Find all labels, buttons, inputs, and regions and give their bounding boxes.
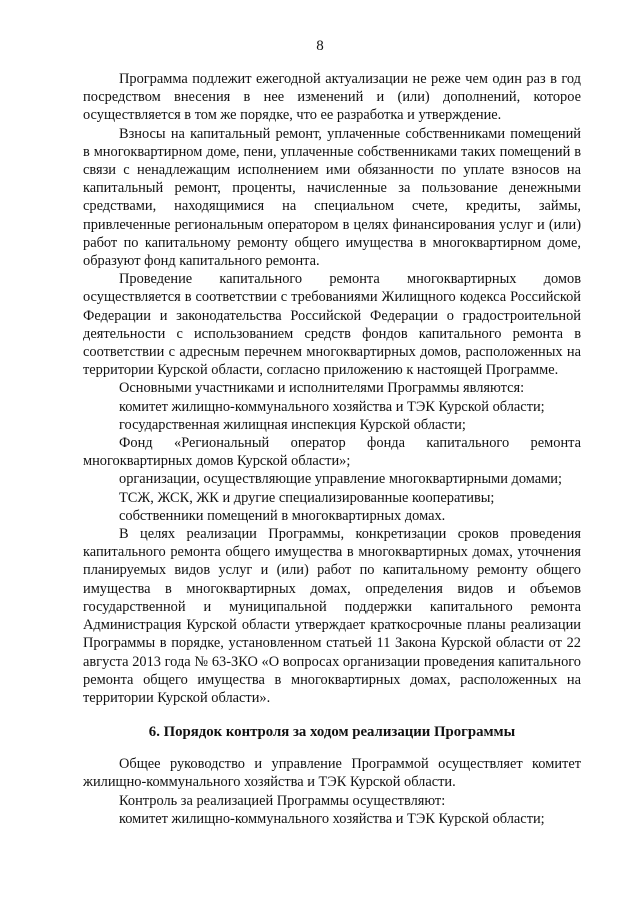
paragraph-repair-fund: Взносы на капитальный ремонт, уплаченные собственниками помещений в многоквартирном доме, пени, уплаченные собственниками таких помещений в связи с ненадлежащим исполнением ими обязанности по уплате взносов на капитальный ремонт, проценты, начисленные за пользование денежными средствами, находящимися на специальном счете, кредиты, займы, привлеченные региональным оператором в целях финансирования услуг и (или) работ по капитальному ремонту общего имущества в многоквартирном доме, образуют фонд капитального ремонта. <box>83 125 581 270</box>
paragraph-control-intro: Контроль за реализацией Программы осуществляют: <box>119 792 446 809</box>
participant-item: государственная жилищная инспекция Курской области; <box>119 416 466 433</box>
paragraph-participants-intro: Основными участниками и исполнителями Программы являются: <box>119 380 525 397</box>
control-item: комитет жилищно-коммунального хозяйства и ТЭК Курской области; <box>119 810 545 827</box>
participant-item: комитет жилищно-коммунального хозяйства и ТЭК Курской области; <box>119 398 545 415</box>
page-body <box>83 70 581 828</box>
participant-item: организации, осуществляющие управление многоквартирными домами; <box>119 471 563 488</box>
paragraph-short-term-plans: В целях реализации Программы, конкретизации сроков проведения капитального ремонта общего имущества в многоквартирных домах, уточнения планируемых видов услуг и (или) работ по капитальному ремонту общего имущества в многоквартирных домах, определения видов и объемов государственной и муниципальной поддержки капитального ремонта Администрация Курской области утверждает краткосрочные планы реализации Программы в порядке, установленном статьей 11 Закона Курской области от 22 августа 2013 года № 63-ЗКО «О вопросах организации проведения капитального ремонта общего имущества в многоквартирных домах, расположенных на территории Курской области». <box>83 526 581 706</box>
participant-item: ТСЖ, ЖСК, ЖК и другие специализированные кооперативы; <box>119 489 495 506</box>
participant-item: собственники помещений в многоквартирных домах. <box>119 507 446 524</box>
paragraph-repair-procedure: Проведение капитального ремонта многоквартирных домов осуществляется в соответствии с требованиями Жилищного кодекса Российской Федерации и законодательства Российской Федерации о градостроительной деятельности с использованием средств фондов капитального ремонта в соответствии с адресным перечнем многоквартирных домов, расположенных на территории Курской области, согласно приложению к настоящей Программе. <box>83 271 581 379</box>
participant-item: Фонд «Региональный оператор фонда капитального ремонта многоквартирных домов Курской области»; <box>83 435 581 470</box>
section-heading: 6. Порядок контроля за ходом реализации Программы <box>148 724 516 741</box>
paragraph-annual-update: Программа подлежит ежегодной актуализации не реже чем один раз в год посредством внесения в нее изменений и (или) дополнений, которое осуществляется в том же порядке, что ее разработка и утверждение. <box>83 71 581 124</box>
page-number: 8 <box>316 38 324 54</box>
paragraph-general-management: Общее руководство и управление Программой осуществляет комитет жилищно-коммунального хозяйства и ТЭК Курской области. <box>83 756 581 791</box>
